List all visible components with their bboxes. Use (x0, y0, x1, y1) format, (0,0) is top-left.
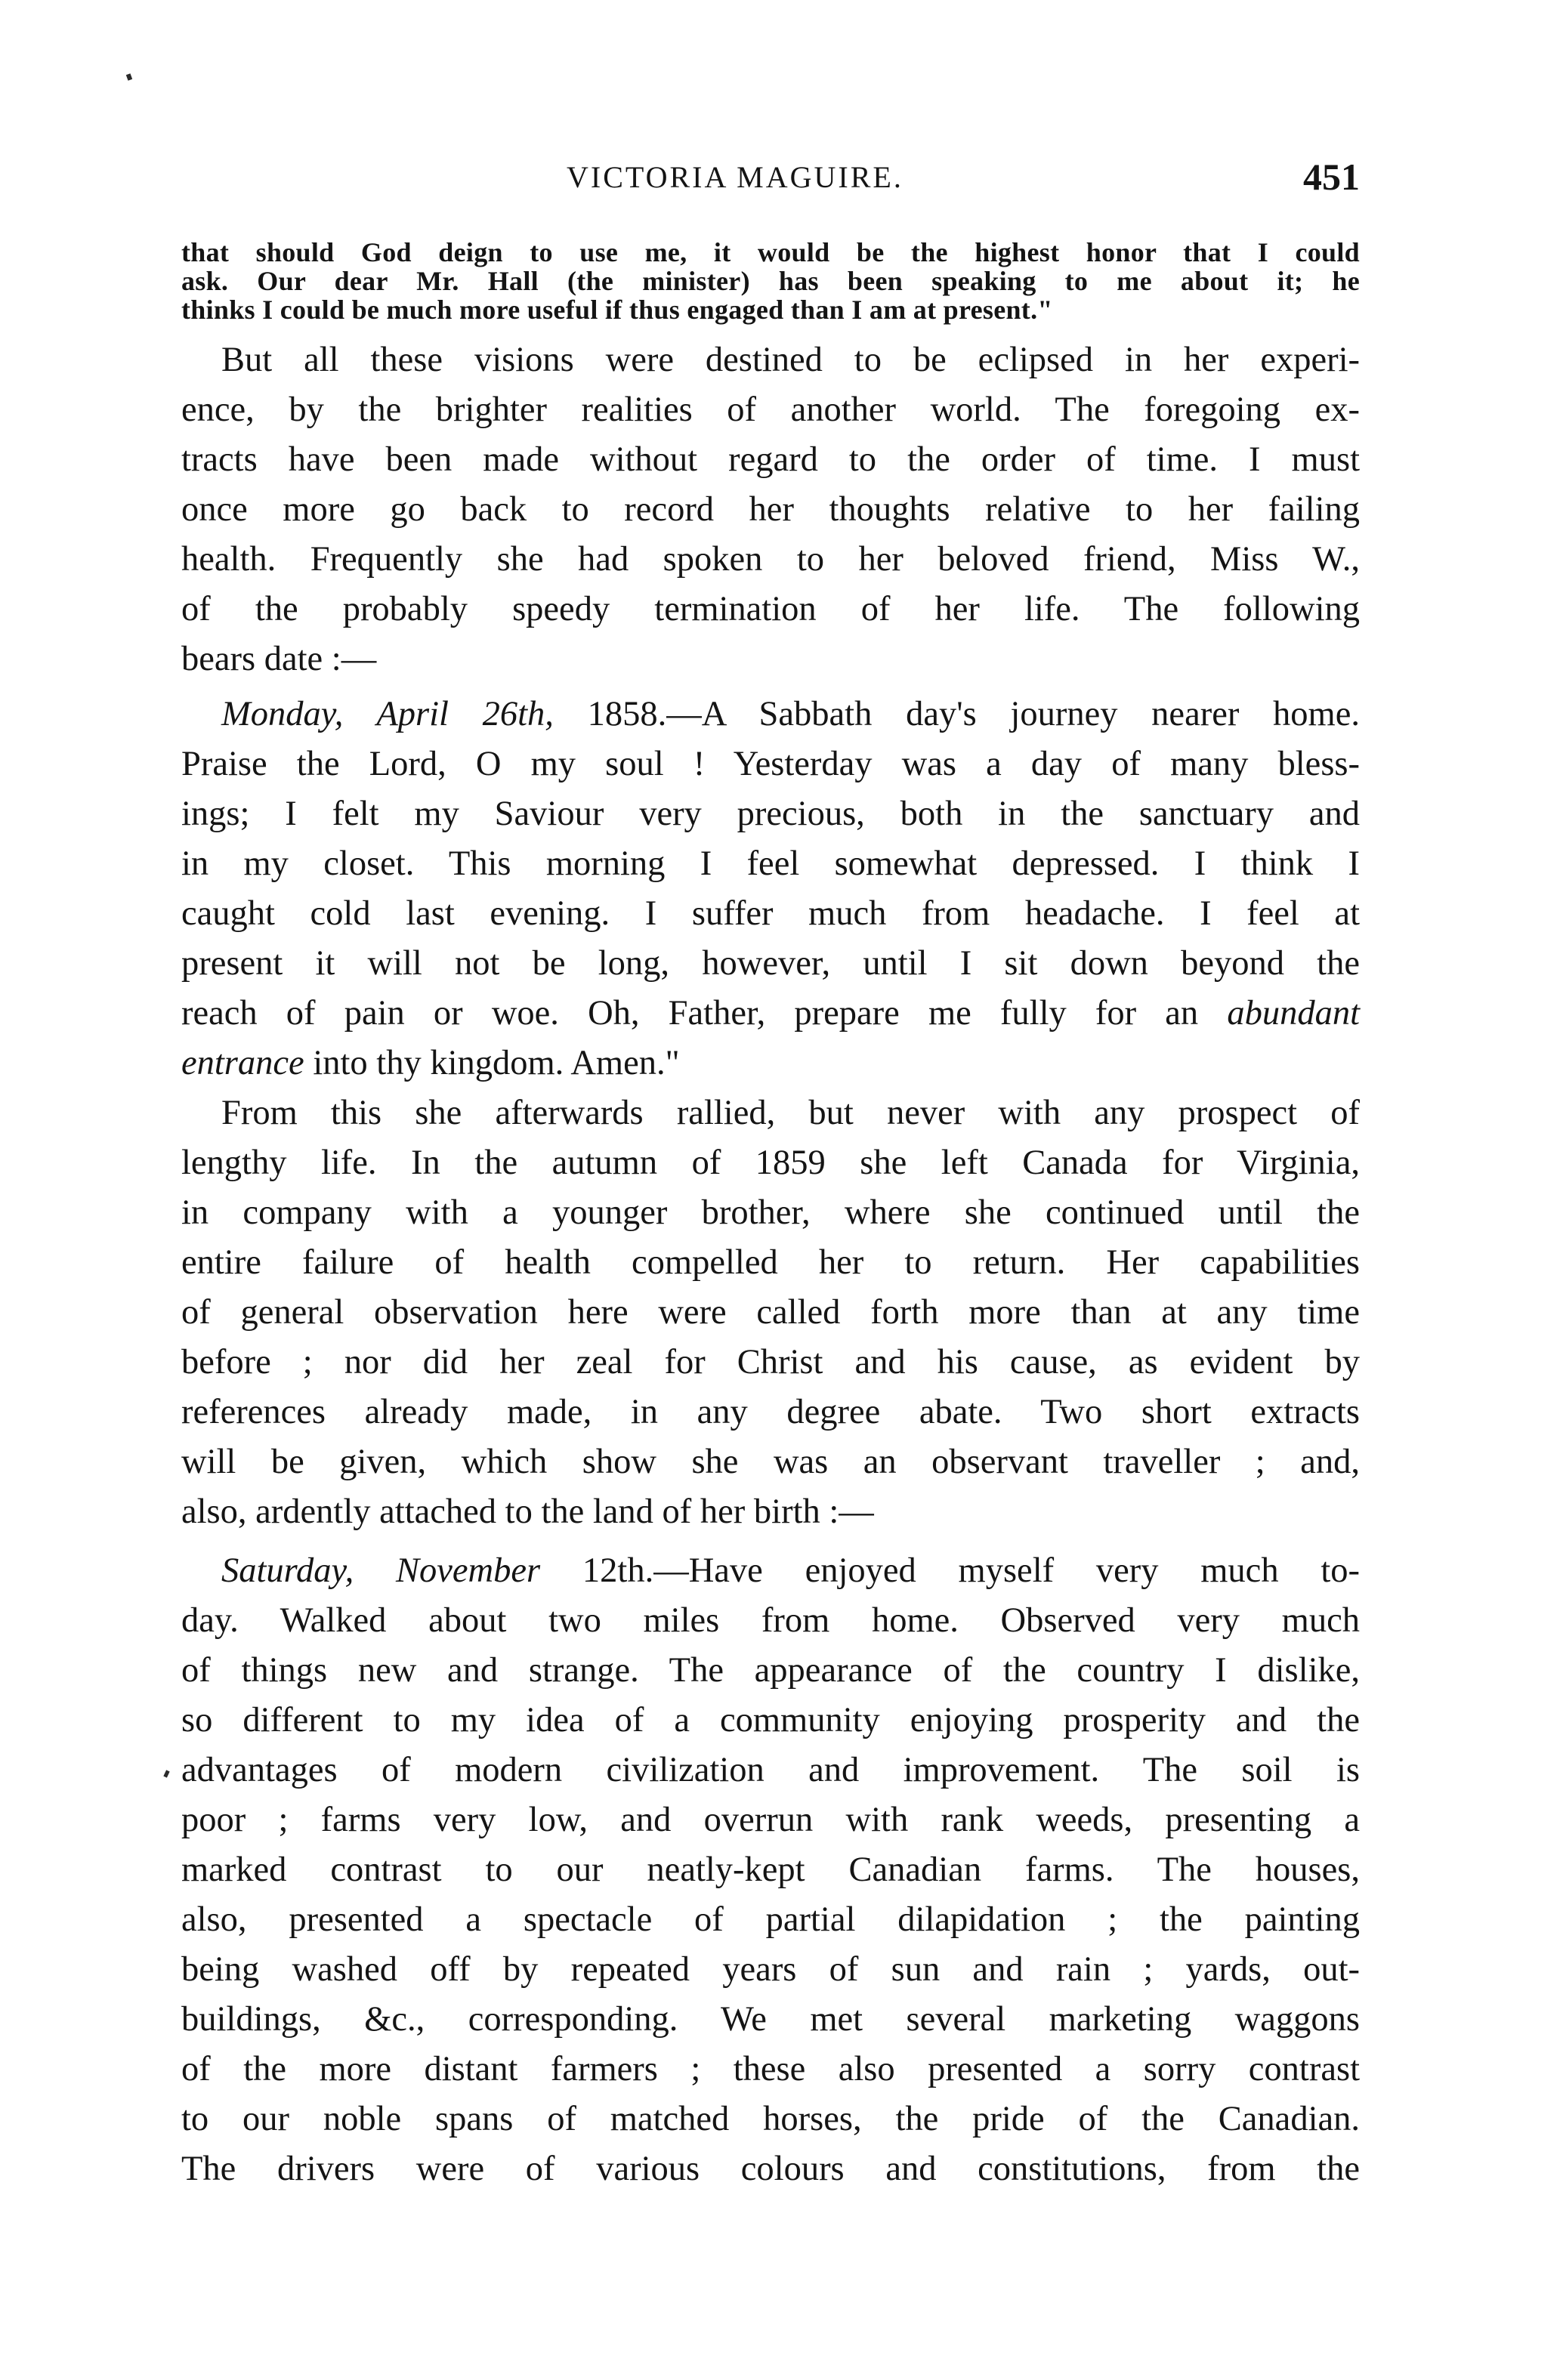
text-line: that should God deign to use me, it would be the highest honor that I could (181, 237, 1360, 267)
text-line: ings; I felt my Saviour very precious, both in the sanctuary and (181, 795, 1360, 833)
text-line: lengthy life. In the autumn of 1859 she left Canada for Virginia, (181, 1144, 1360, 1182)
text-line-with-emphasis (181, 1043, 1360, 1083)
text-line: bears date :— (181, 640, 377, 678)
text-line: advantages of modern civilization and improvement. The soil is (181, 1751, 1360, 1789)
text-line: thinks I could be much more useful if thus engaged than I am at present." (181, 295, 1053, 325)
print-speck (163, 1770, 169, 1777)
text-line: before ; nor did her zeal for Christ and his cause, as evident by (181, 1343, 1360, 1381)
text-line: The drivers were of various colours and constitutions, from the (181, 2150, 1360, 2188)
diary-date: Monday, April 26th, (221, 695, 554, 733)
print-speck (126, 73, 132, 81)
text-line: health. Frequently she had spoken to her beloved friend, Miss W., (181, 540, 1360, 579)
text-line: ence, by the brighter realities of another world. The foregoing ex- (181, 390, 1360, 429)
text-line: once more go back to record her thoughts relative to her failing (181, 490, 1360, 529)
text-line: of general observation here were called forth more than at any time (181, 1293, 1360, 1332)
text-line: caught cold last evening. I suffer much from headache. I feel at (181, 894, 1360, 933)
text-line: in my closet. This morning I feel somewhat depressed. I think I (181, 844, 1360, 883)
text-line: poor ; farms very low, and overrun with rank weeds, presenting a (181, 1801, 1360, 1839)
emphasis-word: entrance (181, 1044, 304, 1082)
text-line: also, ardently attached to the land of her birth :— (181, 1493, 874, 1531)
diary-entry-first-line (221, 1551, 1360, 1591)
text-line: so different to my idea of a community enjoying prosperity and the (181, 1701, 1360, 1739)
text-line: Praise the Lord, O my soul ! Yesterday was a day of many bless- (181, 745, 1360, 783)
text-line: of things new and strange. The appearance of the country I dislike, (181, 1651, 1360, 1690)
text-line: tracts have been made without regard to the order of time. I must (181, 440, 1360, 479)
diary-entry-first-line (221, 694, 1360, 734)
text-line: being washed off by repeated years of sun and rain ; yards, out- (181, 1950, 1360, 1989)
text-span: 1858.—A Sabbath day's journey nearer home. (553, 695, 1360, 733)
running-head (181, 155, 1360, 200)
page-number: 451 (1303, 156, 1360, 198)
text-line: of the more distant farmers ; these also presented a sorry contrast (181, 2050, 1360, 2088)
emphasis-word: abundant (1227, 994, 1361, 1033)
text-line: But all these visions were destined to be eclipsed in her experi- (221, 341, 1360, 379)
text-line: entire failure of health compelled her to return. Her capabilities (181, 1243, 1360, 1282)
text-line: also, presented a spectacle of partial dilapidation ; the painting (181, 1900, 1360, 1939)
text-line: present it will not be long, however, until I sit down beyond the (181, 944, 1360, 983)
text-line: in company with a younger brother, where she continued until the (181, 1193, 1360, 1232)
text-line: of the probably speedy termination of her life. The following (181, 590, 1360, 628)
text-line: marked contrast to our neatly-kept Canadian farms. The houses, (181, 1851, 1360, 1889)
text-line-with-emphasis (181, 993, 1360, 1033)
text-span: reach of pain or woe. Oh, Father, prepare me fully for an (181, 994, 1199, 1033)
text-span: 12th.—Have enjoyed myself very much to- (540, 1551, 1360, 1590)
text-line: ask. Our dear Mr. Hall (the minister) has been speaking to me about it; he (181, 266, 1360, 296)
running-title: VICTORIA MAGUIRE. (567, 160, 904, 194)
text-span: into thy kingdom. Amen." (304, 1044, 680, 1082)
text-line: will be given, which show she was an observant traveller ; and, (181, 1443, 1360, 1481)
text-line: From this she afterwards rallied, but never with any prospect of (221, 1094, 1360, 1132)
diary-date: Saturday, November (221, 1551, 541, 1590)
text-line: references already made, in any degree abate. Two short extracts (181, 1393, 1360, 1431)
text-line: buildings, &c., corresponding. We met several marketing waggons (181, 2000, 1360, 2039)
text-line: to our noble spans of matched horses, the pride of the Canadian. (181, 2100, 1360, 2138)
text-line: day. Walked about two miles from home. Observed very much (181, 1601, 1360, 1640)
